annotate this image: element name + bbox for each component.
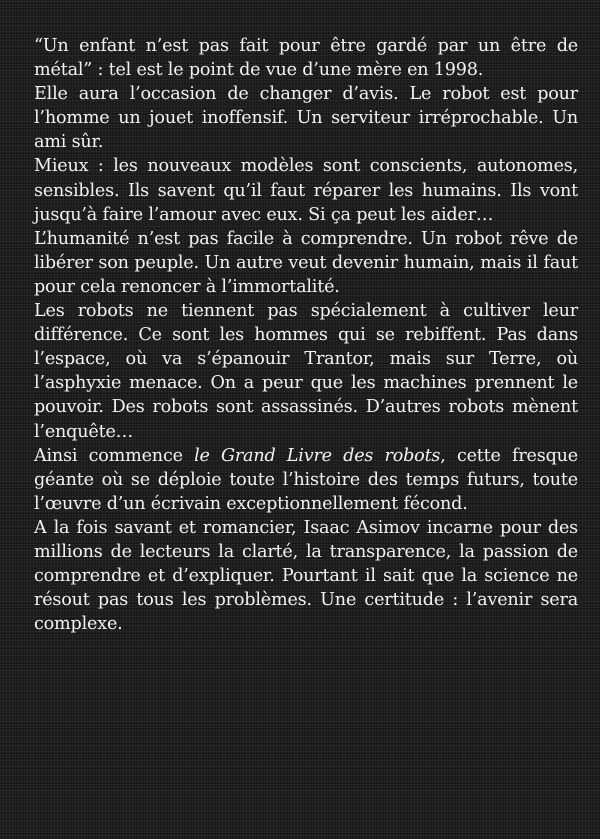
- paragraph-quote: “Un enfant n’est pas fait pour être gardé par un être de métal” : tel est le point de vue d’une mère en 1998.: [34, 36, 578, 81]
- book-suffix: , cette fresque géante où se déploie toute l’histoire des temps futurs, toute l’œuvre d’un écrivain exceptionnellement fécond.: [34, 445, 578, 514]
- paragraph-humanity: L’humanité n’est pas facile à comprendre. Un robot rêve de libérer son peuple. Un autre veut devenir humain, mais il faut pour cela renoncer à l’immortalité.: [34, 228, 578, 297]
- paragraph-author: A la fois savant et romancier, Isaac Asimov incarne pour des millions de lecteurs la clarté, la transparence, la passion de comprendre et d’expliquer. Pourtant il sait que la science ne résout pas tous les problèmes. Une certitude : l’avenir sera complexe.: [34, 517, 578, 635]
- paragraph-new-models: Mieux : les nouveaux modèles sont conscients, autonomes, sensibles. Ils savent qu’il faut réparer les humains. Ils vont jusqu’à faire l’amour avec eux. Si ça peut les aider…: [34, 156, 578, 225]
- paragraph-difference: Les robots ne tiennent pas spécialement à cultiver leur différence. Ce sont les hommes qui se rebiffent. Pas dans l’espace, où va s’épanouir Trantor, mais sur Terre, où l’asphyxie menace. On a peur que les machines prennent le pouvoir. Des robots sont assassinés. D’autres robots mènent l’enquête…: [34, 301, 578, 442]
- book-title: le Grand Livre des robots: [194, 445, 441, 466]
- book-prefix: Ainsi commence: [34, 445, 195, 466]
- blurb-text: [34, 34, 578, 636]
- paragraph-book: [34, 444, 578, 516]
- paragraph-robot-servant: Elle aura l’occasion de changer d’avis. Le robot est pour l’homme un jouet inoffensif. Un serviteur irréprochable. Un ami sûr.: [34, 84, 578, 153]
